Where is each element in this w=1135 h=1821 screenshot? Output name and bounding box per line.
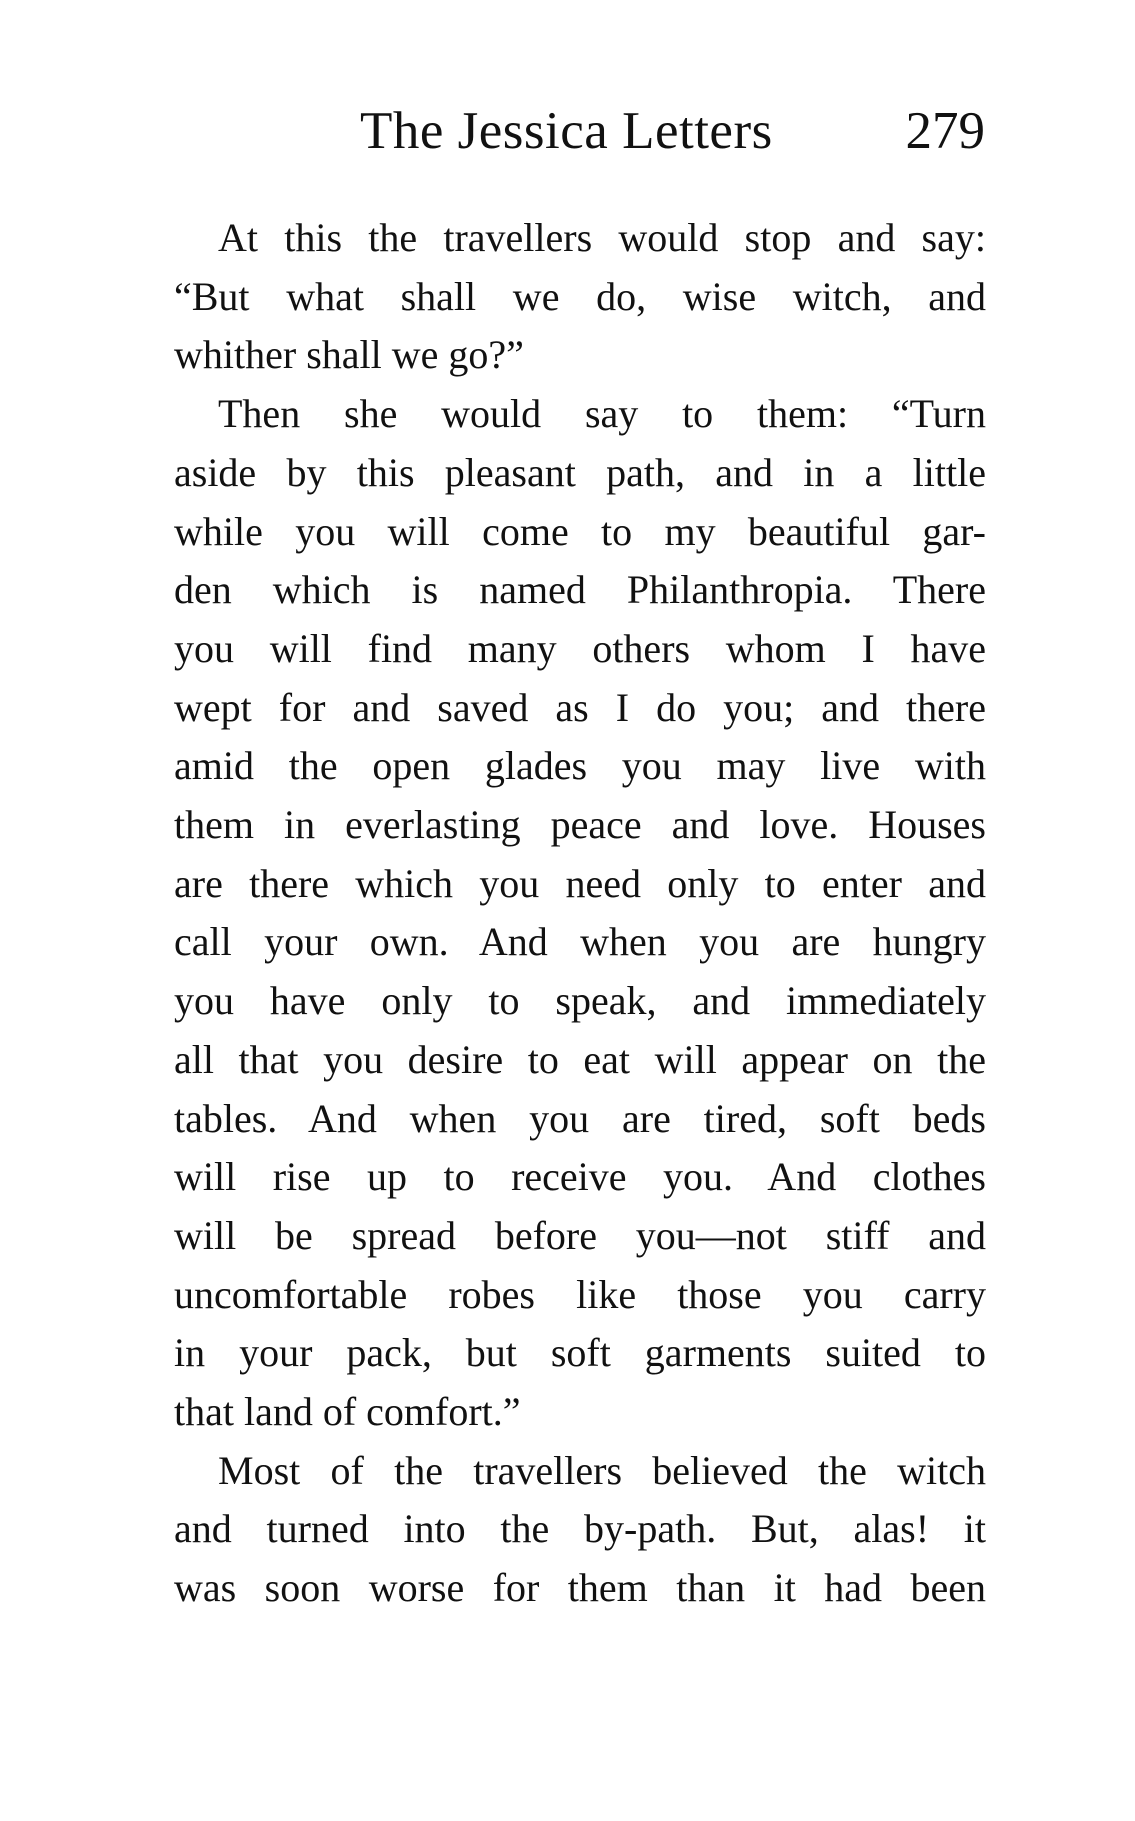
text-line: amid the open glades you may live with <box>174 743 986 789</box>
running-title: The Jessica Letters <box>360 102 773 160</box>
text-line: Most of the travellers believed the witch <box>218 1447 986 1493</box>
text-line: you have only to speak, and immediately <box>174 978 986 1024</box>
text-line: was soon worse for them than it had been <box>174 1565 986 1611</box>
paragraph <box>174 209 175 210</box>
running-head <box>360 96 985 166</box>
paragraph <box>174 209 175 210</box>
text-line: At this the travellers would stop and say: <box>218 215 986 260</box>
text-line: will rise up to receive you. And clothes <box>174 1154 986 1200</box>
text-line: all that you desire to eat will appear on the <box>174 1036 986 1082</box>
text-line: that land of comfort.” <box>174 1389 521 1434</box>
text-line: Then she would say to them: “Turn <box>218 391 986 437</box>
text-line: while you will come to my beautiful gar- <box>174 508 986 554</box>
paragraph <box>174 209 175 210</box>
text-line: den which is named Philanthropia. There <box>174 567 986 613</box>
text-line: tables. And when you are tired, soft beds <box>174 1095 986 1141</box>
text-line: will be spread before you—not stiff and <box>174 1212 986 1258</box>
text-line: “But what shall we do, wise witch, and <box>174 273 986 319</box>
text-line: call your own. And when you are hungry <box>174 919 986 965</box>
text-line: you will find many others whom I have <box>174 625 986 671</box>
text-line: wept for and saved as I do you; and there <box>174 684 986 730</box>
text-line: in your pack, but soft garments suited to <box>174 1330 986 1376</box>
text-line: and turned into the by-path. But, alas! it <box>174 1506 986 1552</box>
text-line: whither shall we go?” <box>174 332 524 378</box>
text-line: them in everlasting peace and love. Houses <box>174 802 986 847</box>
page-number: 279 <box>905 102 985 160</box>
text-line: uncomfortable robes like those you carry <box>174 1271 986 1317</box>
text-line: aside by this pleasant path, and in a little <box>174 449 986 495</box>
text-line: are there which you need only to enter and <box>174 860 986 906</box>
